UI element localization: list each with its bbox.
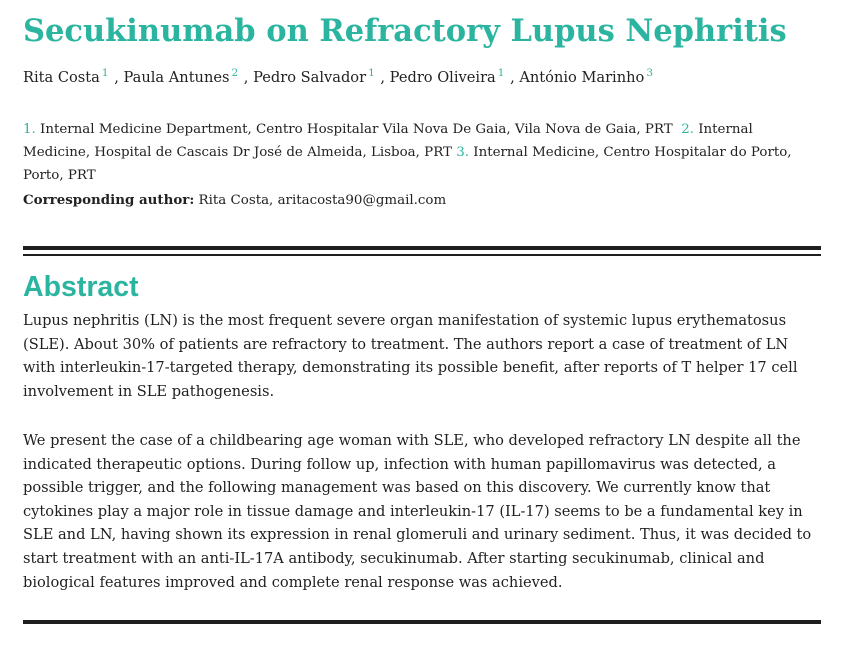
author-list: Rita Costa $^1$ , Paula Antunes $^2$ , Pedro Salvador $^1$ , Pedro Oliveira $^1$ , António Marinho $^3$ (23, 67, 653, 86)
author-name[interactable]: Pedro Oliveira (389, 69, 496, 86)
affiliation-number: 3. (456, 145, 470, 160)
author-affiliation-ref: 2 (231, 67, 239, 79)
corresponding-author-value[interactable]: Rita Costa, aritacosta90@gmail.com (198, 193, 447, 208)
author-name[interactable]: Paula Antunes (123, 69, 230, 86)
author-name[interactable]: Pedro Salvador (253, 69, 367, 86)
author-affiliation-ref: 1 (368, 67, 375, 79)
author-affiliation-ref: 3 (646, 67, 653, 79)
affiliation-text: Internal Medicine, Centro Hospitalar do Porto, Porto, PRT (23, 145, 792, 183)
section-divider (23, 246, 821, 256)
affiliation-list (23, 118, 823, 187)
abstract-paragraph: We present the case of a childbearing age woman with SLE, who developed refractory LN despite all the indicated therapeutic options. During follow up, infection with human papillomavirus was detected, a possible trigger, and the following management was based on this discovery. We currently know that cytokines play a major role in tissue damage and interleukin-17 (IL-17) seems to be a fundamental key in SLE and LN, having shown its expression in renal glomeruli and urinary sediment. Thus, it was decided to start treatment with an anti-IL-17A antibody, secukinumab. After starting secukinumab, clinical and biological features improved and complete renal response was achieved. (23, 432, 812, 591)
affiliation-text: Internal Medicine Department, Centro Hospitalar Vila Nova De Gaia, Vila Nova de Gaia, PRT (40, 122, 673, 137)
affiliation-number: 1. (23, 122, 36, 137)
article-title: Secukinumab on Refractory Lupus Nephritis (23, 13, 787, 49)
corresponding-author-label: Corresponding author: (23, 192, 195, 208)
author-affiliation-ref: 1 (101, 67, 109, 79)
author-name[interactable]: António Marinho (519, 69, 645, 86)
abstract-paragraph: Lupus nephritis (LN) is the most frequent severe organ manifestation of systemic lupus erythematosus (SLE). About 30% of patients are refractory to treatment. The authors report a case of treatment of LN with interleukin-17-targeted therapy, demonstrating its possible benefit, after reports of T helper 17 cell involvement in SLE pathogenesis. (23, 312, 798, 400)
abstract-heading: Abstract (23, 271, 139, 303)
corresponding-author (23, 189, 446, 212)
affiliation-number: 2. (681, 122, 694, 137)
section-divider (23, 620, 821, 624)
affiliation-text: Internal Medicine, Hospital de Cascais Dr José de Almeida, Lisboa, PRT (23, 122, 753, 160)
author-name[interactable]: Rita Costa (23, 69, 100, 86)
author-affiliation-ref: 1 (497, 67, 505, 79)
